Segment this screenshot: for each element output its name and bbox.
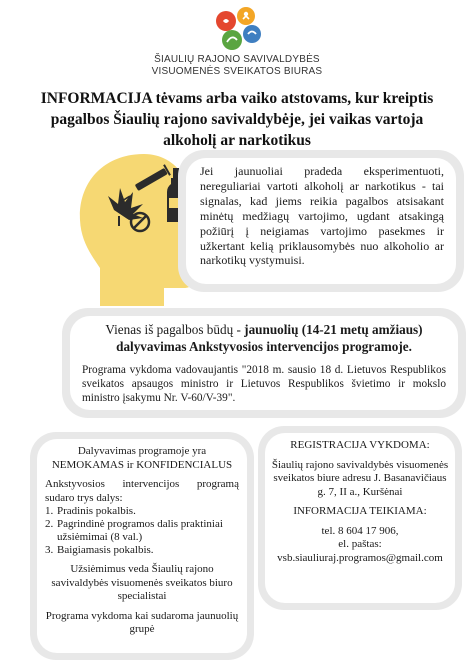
email-label: el. paštas: — [338, 538, 382, 550]
program-age-range: jaunuolių (14-21 metų amžiaus) — [244, 322, 423, 337]
signal-info-box — [178, 150, 464, 292]
title-line2: pagalbos Šiaulių rajono savivaldybėje, jei vaikas vartoja — [50, 111, 424, 128]
org-logo — [210, 4, 266, 54]
program-legal-basis: Programa vykdoma vadovaujantis "2018 m. sausio 18 d. Lietuvos Respublikos sveikatos apsaugos ministro ir Lietuvos Respublikos švietimo ir mokslo ministro įsakymu Nr. V-60/V-39". — [82, 364, 446, 404]
program-name: dalyvavimas Ankstyvosios intervencijos programoje. — [116, 339, 412, 354]
info-title: INFORMACIJA TEIKIAMA: — [293, 505, 427, 517]
title-line3: alkoholį ar narkotikus — [163, 132, 311, 149]
program-parts-intro: Ankstyvosios intervencijos programą sudaro trys dalys: — [45, 478, 239, 504]
program-info-panel — [70, 316, 458, 410]
list-item: 2. Pagrindinė programos dalis praktiniai užsiėmimai (8 val.) — [45, 518, 223, 543]
program-info-box — [62, 308, 466, 418]
org-name-line1: ŠIAULIŲ RAJONO SAVIVALDYBĖS — [154, 54, 320, 65]
list-item: 3. Baigiamasis pokalbis. — [45, 544, 154, 556]
registration-panel — [265, 433, 455, 603]
staff-info: Užsiėmimus veda Šiaulių rajono savivaldybės visuomenės sveikatos biuro specialistai — [51, 563, 233, 602]
program-parts-list — [45, 505, 239, 557]
program-lead — [82, 321, 446, 338]
group-info: Programa vykdoma kai sudaroma jaunuolių grupė — [45, 609, 239, 635]
registration-title: REGISTRACIJA VYKDOMA: — [290, 439, 430, 451]
logo-green-circle — [222, 30, 242, 50]
participation-line1: Dalyvavimas programoje yra — [77, 445, 207, 457]
logo-blue-circle — [243, 25, 261, 43]
registration-box — [258, 426, 462, 610]
program-lead-text: Vienas iš pagalbos būdų - — [105, 322, 245, 337]
phone-number[interactable]: tel. 8 604 17 906, — [321, 524, 399, 537]
list-item: 1. Pradinis pokalbis. — [45, 505, 136, 517]
email-address[interactable]: vsb.siauliuraj.programos@gmail.com — [277, 551, 443, 564]
signal-info-panel — [186, 158, 456, 284]
participation-line2: NEMOKAMAS ir KONFIDENCIALUS — [51, 458, 233, 471]
participation-box — [30, 432, 254, 660]
org-name-line2: VISUOMENĖS SVEIKATOS BIURAS — [151, 66, 323, 77]
participation-panel — [37, 439, 247, 653]
registration-address: Šiaulių rajono savivaldybės visuomenės sveikatos biure adresu J. Basanavičiaus g. 7, II a., Kuršėnai — [271, 458, 449, 498]
page-title — [40, 88, 434, 151]
signal-info-text: Jei jaunuoliai pradeda eksperimentuoti, nereguliariai vartoti alkoholį ar narkotikus - tai signalas, kad jiems reikia pagalbos atsisakant minėtų medžiagų vartojimo, ugdant atsakingą požiūrį į neigiamas vartojimo pasekmes ir užkertant kelią priklausomybės nuo alkoholio ar narkotikų vystymuisi. — [200, 164, 444, 268]
title-line1: INFORMACIJA tėvams arba vaiko atstovams, kur kreiptis — [40, 90, 434, 107]
